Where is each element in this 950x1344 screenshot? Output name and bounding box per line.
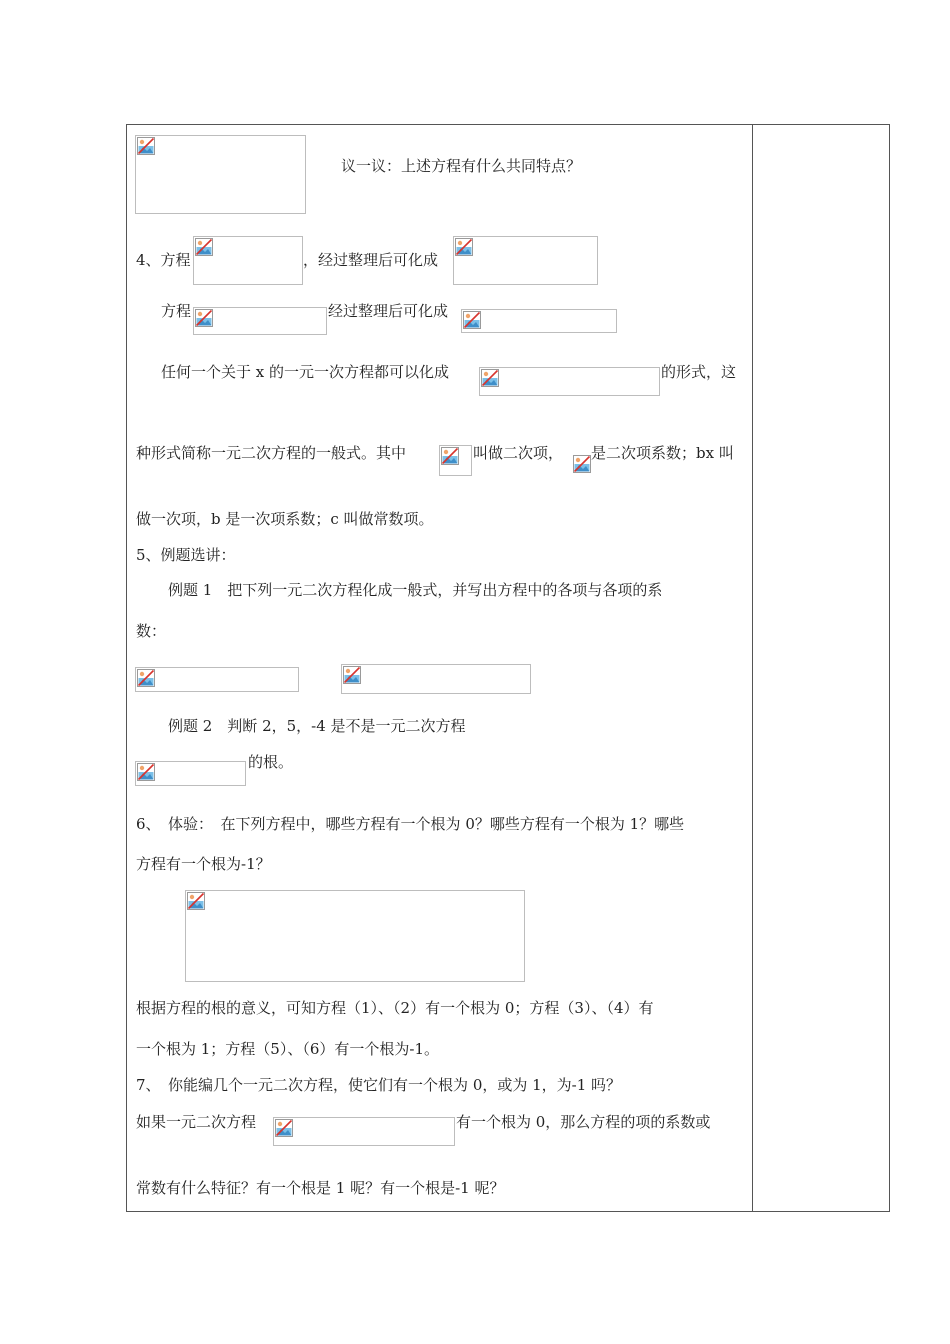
equation-image [341, 664, 531, 694]
s4-line5: 做一次项，b 是一次项系数；c 叫做常数项。 [136, 510, 434, 528]
equation-image [461, 309, 617, 333]
s4-line4-a: 种形式简称一元二次方程的一般式。其中 [136, 444, 407, 462]
broken-image-icon [195, 309, 213, 327]
s5-example2-line1: 例题 2 判断 2，5，-4 是不是一元二次方程 [168, 717, 466, 735]
s4-line1-a: 4、方程 [136, 251, 191, 269]
s5-example2-line2: 的根。 [248, 753, 294, 771]
s4-line1-b: ，经过整理后可化成 [303, 251, 439, 269]
equation-image [453, 236, 598, 285]
s5-title: 5、例题选讲： [136, 546, 236, 564]
equation-image [193, 236, 303, 285]
s4-line3-b: 的形式，这 [661, 363, 737, 381]
equation-image [273, 1117, 455, 1146]
equation-image [135, 667, 299, 692]
equation-image [573, 455, 591, 474]
equation-image [479, 367, 660, 396]
s4-line4-b: 叫做二次项， [473, 444, 564, 462]
s7-line2-a: 如果一元二次方程 [136, 1113, 257, 1131]
broken-image-icon [481, 369, 499, 387]
s6-line3: 根据方程的根的意义，可知方程（1）、（2）有一个根为 0；方程（3）、（4）有 [136, 999, 654, 1017]
s4-line2-b: 经过整理后可化成 [328, 302, 449, 320]
column-divider [752, 124, 753, 1212]
broken-image-icon [573, 455, 591, 473]
s4-line2-a: 方程 [161, 302, 192, 320]
s4-line3-a: 任何一个关于 x 的一元一次方程都可以化成 [161, 363, 449, 381]
broken-image-icon [137, 763, 155, 781]
broken-image-icon [275, 1119, 293, 1137]
broken-image-icon [463, 311, 481, 329]
s7-line1: 7、 你能编几个一元二次方程，使它们有一个根为 0，或为 1，为-1 吗？ [136, 1076, 622, 1094]
broken-image-icon [187, 892, 205, 910]
broken-image-icon [137, 669, 155, 687]
broken-image-icon [455, 238, 473, 256]
s7-line3: 常数有什么特征？有一个根是 1 呢？有一个根是-1 呢？ [136, 1179, 505, 1197]
equation-image-top [135, 135, 306, 214]
s6-line4: 一个根为 1；方程（5）、（6）有一个根为-1。 [136, 1040, 440, 1058]
s6-line2: 方程有一个根为-1？ [136, 855, 271, 873]
equation-image [193, 307, 327, 335]
broken-image-icon [137, 137, 155, 155]
equation-image [439, 445, 472, 476]
s5-example1-line1: 例题 1 把下列一元二次方程化成一般式，并写出方程中的各项与各项的系 [168, 581, 663, 599]
equation-list-image [185, 890, 525, 982]
broken-image-icon [441, 447, 459, 465]
s7-line2-b: 有一个根为 0，那么方程的项的系数或 [456, 1113, 711, 1131]
discuss-text: 议一议：上述方程有什么共同特点？ [341, 157, 582, 175]
s5-example1-line2: 数： [136, 622, 167, 640]
broken-image-icon [195, 238, 213, 256]
s6-line1: 6、 体验： 在下列方程中，哪些方程有一个根为 0？哪些方程有一个根为 1？哪些 [136, 815, 685, 833]
equation-image [135, 761, 246, 786]
s4-line4-c: 是二次项系数；bx 叫 [591, 444, 734, 462]
broken-image-icon [343, 666, 361, 684]
